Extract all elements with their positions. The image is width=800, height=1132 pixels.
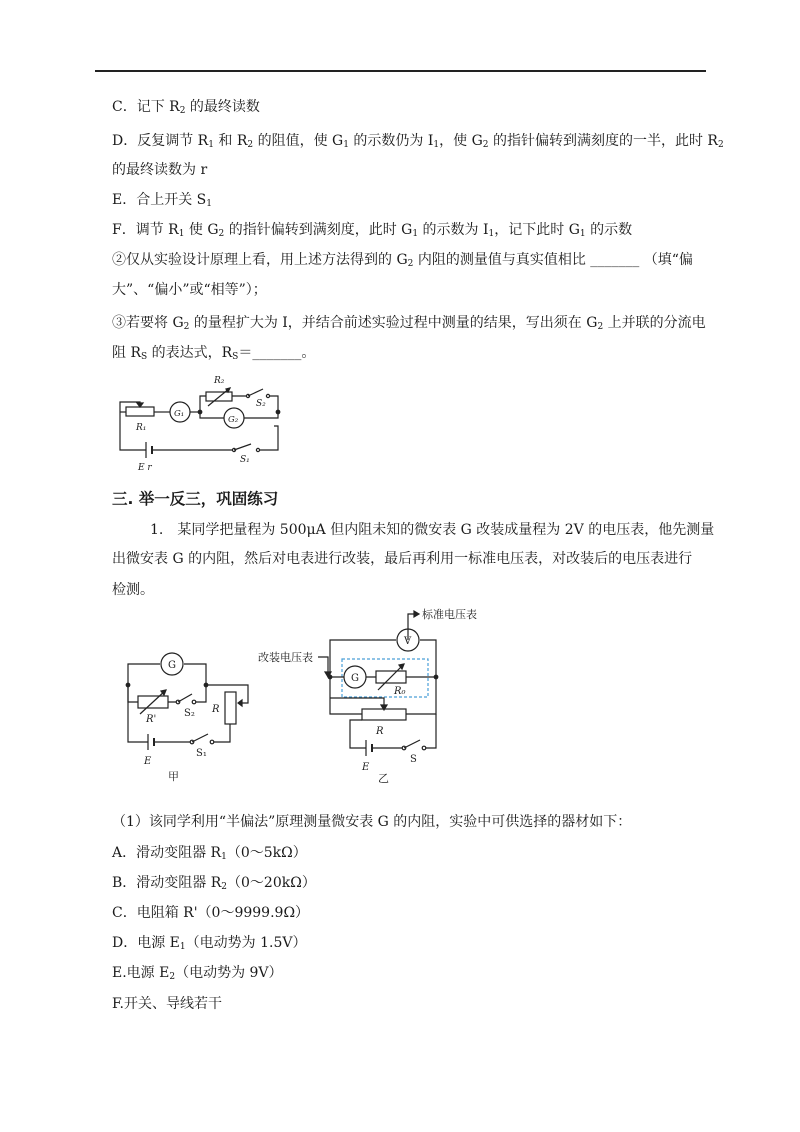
label-r1: R₁ xyxy=(136,423,147,433)
label-e: E xyxy=(144,756,152,767)
label-standard-voltmeter: 标准电压表 xyxy=(422,608,477,621)
option-e: E.电源 $E_2$（电动势为 9V） xyxy=(112,965,283,982)
label-g: G xyxy=(168,660,176,671)
s-blade xyxy=(404,740,420,748)
question-2-line2: 大”、“偏小”或“相等”）； xyxy=(112,282,267,298)
question-3-line2: 阻 $R_S$ 的表达式，$R_S=\_\_\_\_\_\_\_$。 xyxy=(112,345,316,362)
label-modified-voltmeter: 改装电压表 xyxy=(258,651,313,664)
problem-1-line3: 检测。 xyxy=(112,582,154,598)
label-s2: S₂ xyxy=(184,708,195,719)
label-e: E xyxy=(362,762,370,773)
label-s: S xyxy=(410,754,417,765)
wire-rp-branch xyxy=(128,685,206,702)
label-g: G xyxy=(351,673,359,684)
label-s1: S₁ xyxy=(196,748,207,759)
rheostat-r xyxy=(225,692,236,724)
problem-1-line2: 出微安表 G 的内阻，然后对电表进行改装，最后再利用一标准电压表，对改装后的电压表进行 xyxy=(112,551,693,567)
caption-yi: 乙 xyxy=(378,772,389,784)
junction-right xyxy=(434,675,438,679)
label-v: V xyxy=(404,636,412,647)
label-r: R xyxy=(212,704,220,715)
spacer xyxy=(330,702,384,714)
r-prime-variable-arrow xyxy=(140,690,166,714)
label-er: E r xyxy=(138,463,152,473)
label-s1: S₁ xyxy=(240,455,250,465)
option-f: F.开关、导线若干 xyxy=(112,996,222,1012)
question-3-line1: ③若要将 $G_2$ 的量程扩大为 I，并结合前述实验过程中测量的结果，写出须在 $G_2$ 上并联的分流电 xyxy=(112,315,706,332)
s-contact-right xyxy=(422,746,426,750)
option-b: B．滑动变阻器 $R_2(0\sim 20k\Omega)$ xyxy=(112,875,316,892)
s2-contact-right xyxy=(266,394,269,397)
s2-blade xyxy=(248,389,263,396)
junction-left xyxy=(126,683,130,687)
option-d: D．电源 $E_1$（电动势为 1.5V） xyxy=(112,935,307,952)
label-r0: R₀ xyxy=(394,686,406,697)
caption-jia: 甲 xyxy=(168,770,179,783)
label-g2: G₂ xyxy=(228,415,239,425)
s1-contact-right xyxy=(256,448,259,451)
circuit-diagram-jia xyxy=(108,648,258,783)
pointer-arrow-standard xyxy=(414,611,419,617)
circuit-diagram-g1-g2 xyxy=(108,368,293,478)
s1-contact-right xyxy=(210,740,214,744)
question-2-line1: ②仅从实验设计原理上看，用上述方法得到的 $G_2$ 内阻的测量值与真实值相比 _______ （填“偏 xyxy=(112,252,693,269)
step-d-line1: D．反复调节 $R_1$ 和 $R_2$ 的阻值，使 $G_1$ 的示数仍为 $I_1$，使 $G_2$ 的指针偏转到满刻度的一半，此时 $R_2$ xyxy=(112,133,724,150)
label-r: R xyxy=(376,726,384,737)
problem-1-line1: 1. 某同学把量程为 500μA 但内阻未知的微安表 G 改装成量程为 2V 的电压表，他先测量 xyxy=(150,522,715,538)
junction-left xyxy=(328,675,332,679)
label-g1: G₁ xyxy=(174,409,185,419)
label-r2: R₂ xyxy=(214,376,225,386)
wire-slider-to-left xyxy=(330,698,384,703)
s2-blade xyxy=(178,694,192,702)
junction-right xyxy=(276,410,280,414)
header-rule xyxy=(95,70,706,72)
s1-blade xyxy=(234,444,251,450)
step-d-line2: 的最终读数为 r xyxy=(112,162,208,178)
circuit-diagram-yi xyxy=(250,602,485,784)
part-1-intro: （1）该同学利用“半偏法”原理测量微安表 G 的内阻，实验中可供选择的器材如下： xyxy=(112,814,632,830)
wire-bottom-loop xyxy=(350,714,436,748)
rheostat-slider-arrow xyxy=(238,700,242,706)
option-c: C．电阻箱 R'（0～9999.9Ω） xyxy=(112,905,310,921)
step-f: F．调节 $R_1$ 使 $G_2$ 的指针偏转到满刻度，此时 $G_1$ 的示数为 $I_1$，记下此时 $G_1$ 的示数 xyxy=(112,222,633,239)
wire-bottom-branch xyxy=(200,412,278,418)
r1-slider-arrow xyxy=(137,403,143,407)
section-heading: 三. 举一反三，巩固练习 xyxy=(112,490,279,508)
rheostat-r1 xyxy=(126,407,154,416)
label-s2: S₂ xyxy=(256,399,266,409)
wire-g-branch xyxy=(128,664,206,685)
junction-left xyxy=(198,410,202,414)
step-c: C．记下 $R_2$ 的最终读数 xyxy=(112,99,260,116)
label-r-prime: R' xyxy=(146,714,157,725)
step-e: E．合上开关 $S_1$ xyxy=(112,192,212,209)
s2-contact-right xyxy=(192,700,196,704)
junction-right xyxy=(204,683,208,687)
s1-blade xyxy=(192,734,208,742)
option-a: A．滑动变阻器 $R_1(0\sim 5k\Omega)$ xyxy=(112,845,307,862)
